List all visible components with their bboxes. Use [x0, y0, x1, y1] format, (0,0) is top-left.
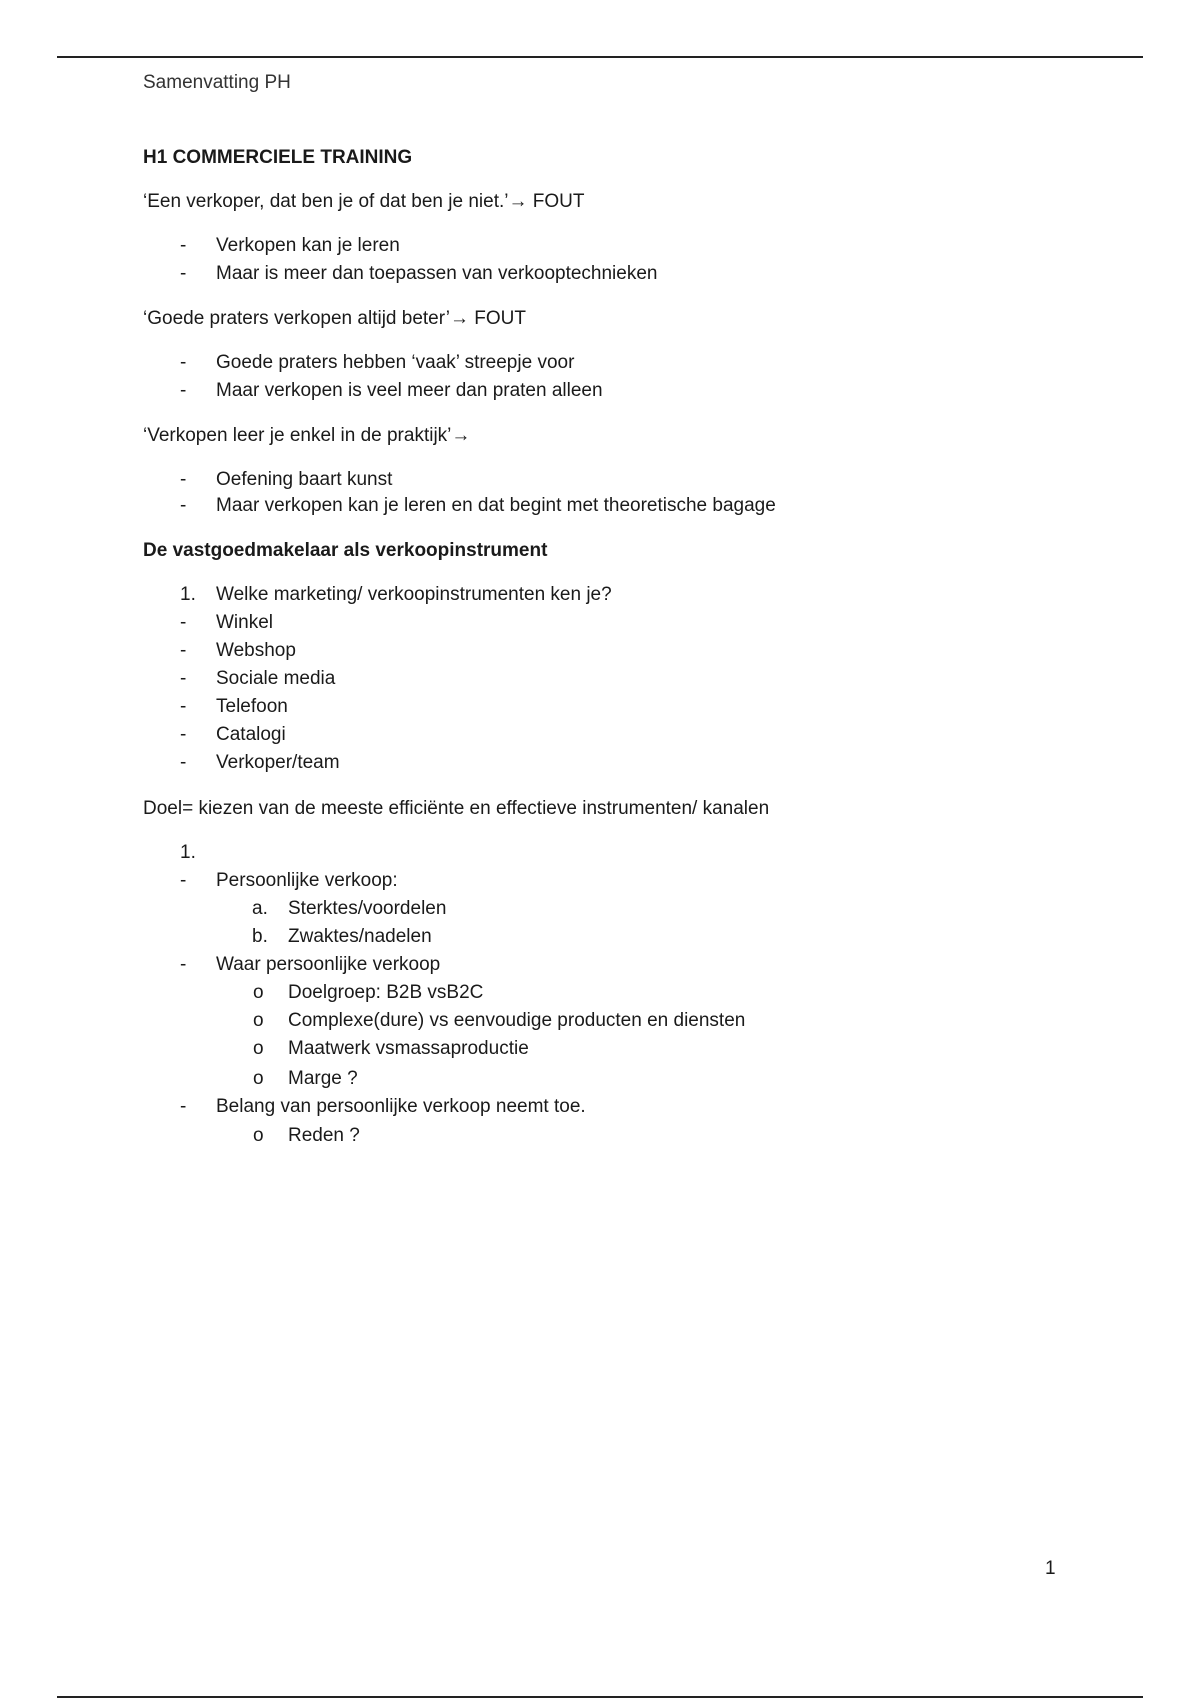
list-item: Maar is meer dan toepassen van verkooptechnieken	[216, 263, 658, 284]
circle-marker: o	[253, 1068, 264, 1089]
myth-2-statement: ‘Goede praters verkopen altijd beter’	[143, 308, 450, 329]
circle-marker: o	[253, 1038, 264, 1059]
goal-text: Doel= kiezen van de meeste efficiënte en effectieve instrumenten/ kanalen	[143, 798, 770, 819]
bullet-marker: -	[180, 668, 187, 689]
sub-list-item: Marge ?	[288, 1068, 358, 1089]
sub-list-item: Doelgroep: B2B vsB2C	[288, 982, 484, 1003]
bullet-marker: -	[180, 870, 187, 891]
bullet-marker: -	[180, 1096, 187, 1117]
bullet-marker: -	[180, 696, 187, 717]
bullet-marker: -	[180, 724, 187, 745]
bullet-marker: -	[180, 495, 187, 516]
number-marker: 1.	[180, 584, 196, 605]
list-item: Persoonlijke verkoop:	[216, 870, 398, 891]
list-item: Telefoon	[216, 696, 288, 717]
sub-list-item: Sterktes/voordelen	[288, 898, 447, 919]
list-item: Sociale media	[216, 668, 336, 689]
bullet-marker: -	[180, 352, 187, 373]
bullet-marker: -	[180, 235, 187, 256]
circle-marker: o	[253, 982, 264, 1003]
myth-3-line	[143, 424, 470, 448]
sub-list-item: Zwaktes/nadelen	[288, 926, 432, 947]
myth-1-line	[143, 190, 584, 214]
question-item: Welke marketing/ verkoopinstrumenten ken je?	[216, 584, 612, 605]
sub-list-item: Reden ?	[288, 1125, 360, 1146]
list-item: Waar persoonlijke verkoop	[216, 954, 441, 975]
bullet-marker: -	[180, 954, 187, 975]
list-item: Winkel	[216, 612, 274, 633]
myth-3-statement: ‘Verkopen leer je enkel in de praktijk’	[143, 425, 452, 446]
arrow-icon: →	[508, 191, 528, 212]
list-item: Belang van persoonlijke verkoop neemt toe.	[216, 1096, 586, 1117]
letter-marker: a.	[252, 898, 268, 919]
myth-2-line	[143, 307, 526, 331]
myth-2-verdict: FOUT	[474, 308, 526, 329]
list-item: Maar verkopen is veel meer dan praten alleen	[216, 380, 603, 401]
sub-list-item: Maatwerk vsmassaproductie	[288, 1038, 529, 1059]
bullet-marker: -	[180, 752, 187, 773]
sub-list-item: Complexe(dure) vs eenvoudige producten en diensten	[288, 1010, 746, 1031]
bullet-marker: -	[180, 263, 187, 284]
section-title: De vastgoedmakelaar als verkoopinstrument	[143, 540, 548, 561]
list-item: Maar verkopen kan je leren en dat begint met theoretische bagage	[216, 495, 776, 516]
list-item: Catalogi	[216, 724, 286, 745]
list-item: Verkoper/team	[216, 752, 340, 773]
page-header: Samenvatting PH	[143, 72, 291, 93]
header-rule	[57, 56, 1143, 58]
bullet-marker: -	[180, 380, 187, 401]
list-item: Verkopen kan je leren	[216, 235, 400, 256]
myth-1-statement: ‘Een verkoper, dat ben je of dat ben je niet.’	[143, 191, 509, 212]
myth-1-verdict: FOUT	[532, 191, 585, 212]
bullet-marker: -	[180, 469, 187, 490]
circle-marker: o	[253, 1010, 264, 1031]
circle-marker: o	[253, 1125, 264, 1146]
number-marker: 1.	[180, 842, 196, 863]
list-item: Goede praters hebben ‘vaak’ streepje voor	[216, 352, 575, 373]
arrow-icon: →	[451, 425, 471, 446]
bullet-marker: -	[180, 612, 187, 633]
page-title: H1 COMMERCIELE TRAINING	[143, 147, 413, 168]
list-item: Webshop	[216, 640, 296, 661]
list-item: Oefening baart kunst	[216, 469, 393, 490]
bullet-marker: -	[180, 640, 187, 661]
footer-rule	[57, 1696, 1143, 1698]
letter-marker: b.	[252, 926, 268, 947]
arrow-icon: →	[450, 308, 469, 329]
page-number: 1	[1045, 1558, 1056, 1579]
